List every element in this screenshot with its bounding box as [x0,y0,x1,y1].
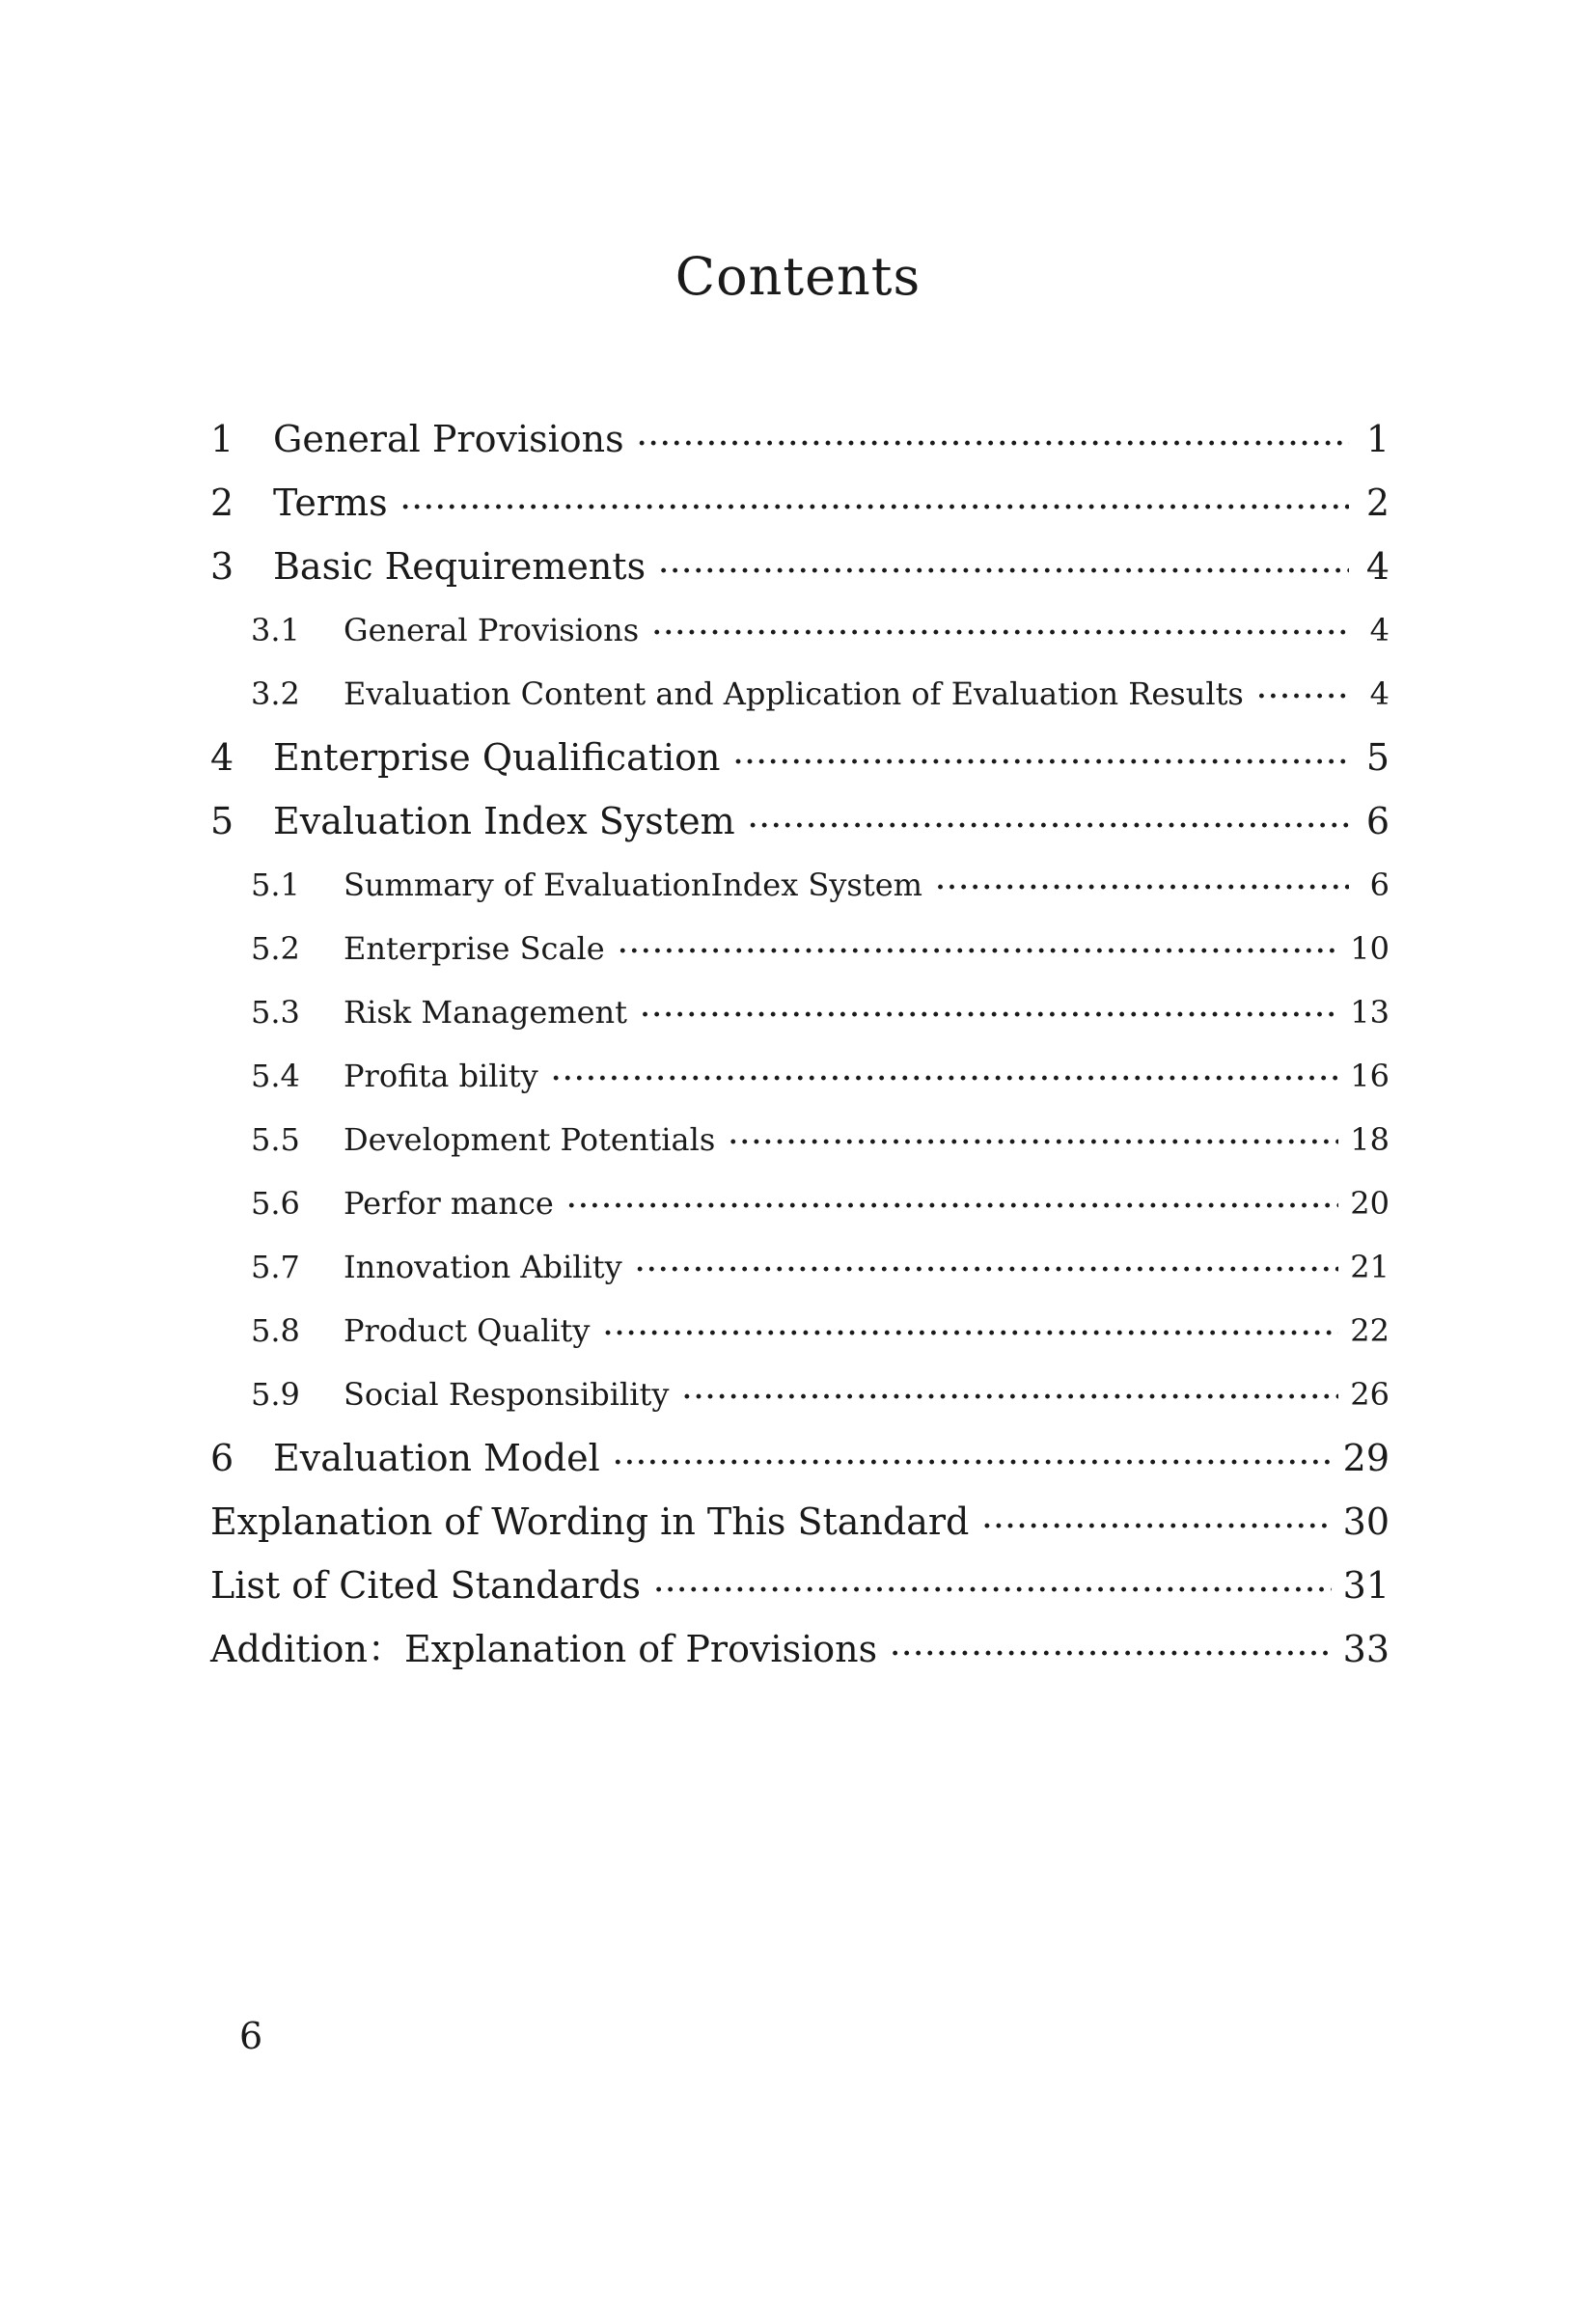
toc-entry-5-7[interactable] [210,1235,1390,1299]
toc-entry-label: Summary of EvaluationIndex System [344,867,922,903]
toc-entry-label: Profita bility [344,1058,538,1094]
toc-entry-number: 5 [210,800,234,842]
toc-entry-page: 22 [1350,1312,1390,1349]
table-of-contents [210,407,1390,1681]
toc-entry-label: Addition：Explanation of Provisions [210,1628,878,1670]
toc-entry-number: 5.9 [251,1376,300,1413]
dot-leader [552,1047,1339,1111]
dot-leader [638,412,1349,476]
toc-entry-5-9[interactable] [210,1362,1390,1426]
toc-entry-general-provisions[interactable] [210,407,1390,471]
toc-entry-label: General Provisions [273,418,624,460]
dot-leader [682,1365,1338,1429]
toc-entry-page: 1 [1365,418,1390,460]
toc-entry-label: Social Responsibility [344,1376,670,1413]
toc-entry-page: 33 [1342,1628,1390,1670]
toc-entry-label: Terms [273,482,388,524]
toc-entry-basic-requirements[interactable] [210,535,1390,598]
toc-entry-3-2[interactable] [210,662,1390,726]
toc-entry-page: 18 [1350,1121,1390,1158]
toc-entry-evaluation-model[interactable] [210,1426,1390,1490]
dot-leader [619,920,1339,983]
toc-entry-5-2[interactable] [210,917,1390,980]
toc-entry-label: General Provisions [344,612,640,648]
toc-entry-label: Innovation Ability [344,1249,622,1285]
toc-entry-list-of-cited-standards[interactable] [210,1554,1390,1617]
dot-leader [641,983,1338,1047]
toc-entry-addition-explanation[interactable] [210,1617,1390,1681]
toc-entry-page: 2 [1365,482,1390,524]
toc-entry-label: Perfor mance [344,1185,554,1222]
toc-entry-label: Explanation of Wording in This Standard [210,1500,970,1543]
toc-entry-label: Development Potentials [344,1121,716,1158]
dot-leader [614,1431,1332,1495]
toc-entry-number: 5.8 [251,1312,300,1349]
toc-entry-number: 3.2 [251,675,300,712]
toc-entry-page: 6 [1365,800,1390,842]
toc-entry-number: 5.5 [251,1121,300,1158]
toc-entry-page: 29 [1342,1437,1390,1479]
toc-entry-number: 5.7 [251,1249,300,1285]
toc-entry-number: 5.4 [251,1058,300,1094]
toc-entry-label: Evaluation Model [273,1437,600,1479]
toc-entry-5-6[interactable] [210,1171,1390,1235]
toc-entry-5-3[interactable] [210,980,1390,1044]
footer-page-number: 6 [239,2015,263,2057]
page-title: Contents [674,246,922,307]
dot-leader [401,476,1349,539]
toc-entry-label: Risk Management [344,994,628,1031]
dot-leader [749,794,1349,858]
toc-entry-page: 5 [1365,736,1390,779]
toc-entry-number: 5.3 [251,994,300,1031]
toc-entry-explanation-of-wording[interactable] [210,1490,1390,1554]
toc-entry-number: 5.6 [251,1185,300,1222]
toc-entry-page: 4 [1369,675,1390,712]
toc-entry-enterprise-qualification[interactable] [210,726,1390,789]
toc-entry-page: 30 [1342,1500,1390,1543]
toc-entry-label: Basic Requirements [273,545,647,588]
toc-entry-label: Product Quality [344,1312,591,1349]
dot-leader [652,601,1349,665]
toc-entry-number: 5.1 [251,867,300,903]
toc-entry-5-1[interactable] [210,853,1390,917]
dot-leader [659,539,1349,603]
toc-entry-label: Evaluation Content and Application of Evaluation Results [344,675,1244,712]
toc-entry-page: 4 [1369,612,1390,648]
toc-entry-page: 13 [1350,994,1390,1031]
dot-leader [1257,665,1349,729]
toc-entry-label: Enterprise Qualification [273,736,721,779]
toc-entry-evaluation-index-system[interactable] [210,789,1390,853]
dot-leader [982,1495,1331,1558]
toc-entry-page: 21 [1350,1249,1390,1285]
toc-entry-number: 4 [210,736,234,779]
dot-leader [636,1238,1339,1302]
toc-entry-label: Evaluation Index System [273,800,735,842]
toc-entry-page: 20 [1350,1185,1390,1222]
dot-leader [734,730,1350,794]
toc-entry-3-1[interactable] [210,598,1390,662]
toc-entry-page: 6 [1369,867,1390,903]
dot-leader [567,1174,1338,1238]
toc-entry-page: 26 [1350,1376,1390,1413]
toc-entry-page: 4 [1365,545,1390,588]
toc-entry-5-4[interactable] [210,1044,1390,1108]
dot-leader [603,1302,1338,1365]
toc-entry-5-5[interactable] [210,1108,1390,1171]
toc-entry-terms[interactable] [210,471,1390,535]
toc-entry-number: 6 [210,1437,234,1479]
toc-entry-number: 2 [210,482,234,524]
toc-entry-page: 10 [1350,930,1390,967]
toc-entry-page: 16 [1350,1058,1390,1094]
dot-leader [936,856,1349,920]
toc-entry-label: Enterprise Scale [344,930,605,967]
dot-leader [729,1111,1338,1174]
toc-entry-5-8[interactable] [210,1299,1390,1362]
dot-leader [891,1622,1332,1686]
toc-entry-number: 1 [210,418,234,460]
toc-entry-page: 31 [1342,1564,1390,1607]
toc-entry-number: 3 [210,545,234,588]
toc-entry-number: 3.1 [251,612,300,648]
toc-entry-number: 5.2 [251,930,300,967]
dot-leader [654,1558,1332,1622]
toc-entry-label: List of Cited Standards [210,1564,642,1607]
